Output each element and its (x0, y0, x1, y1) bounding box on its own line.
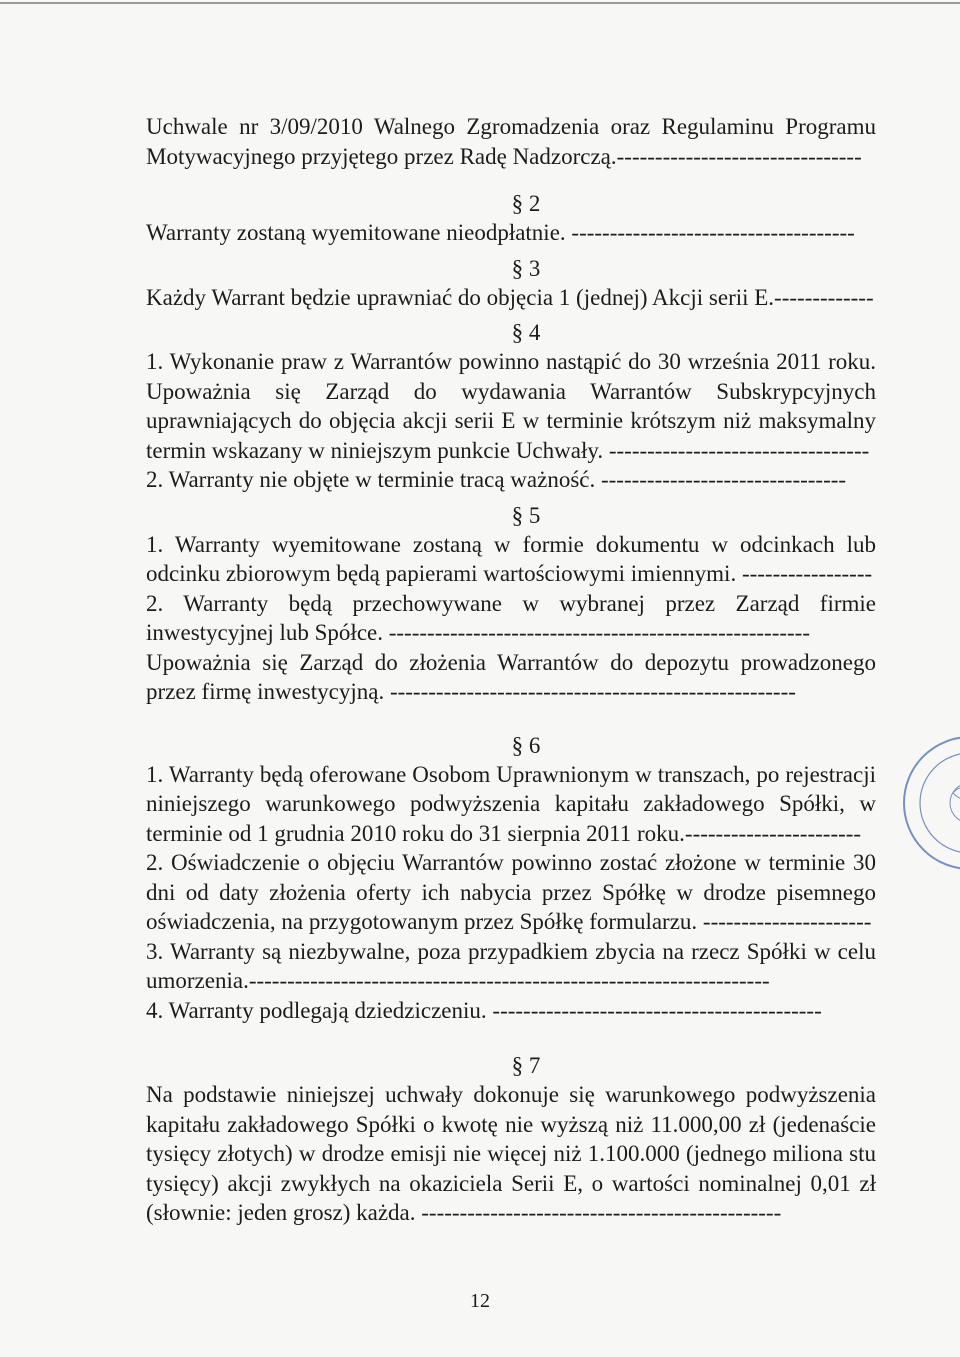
section-heading-3: § 3 (511, 255, 541, 281)
section-4-paragraph-2: 2. Warranty nie objęte w terminie tracą ważność. -------------------------------- (146, 467, 847, 492)
section-6-paragraph-4: 4. Warranty podlegają dziedziczeniu. ------------------------------------------- (146, 997, 822, 1023)
document-page (146, 112, 876, 1228)
scan-edge-line (0, 2, 960, 4)
section-4-paragraph-1: 1. Wykonanie praw z Warrantów powinno nastąpić do 30 września 2011 roku. Upoważnia się Zarząd do wydawania Warrantów Subskrypcyjnych uprawniających do objęcia akcji serii E w terminie krótszym niż maksymalny termin wskazany w niniejszym punkcie Uchwały. ---------------------------------- (146, 349, 876, 463)
page-number: 12 (470, 1290, 490, 1312)
intro-paragraph: Uchwale nr 3/09/2010 Walnego Zgromadzenia oraz Regulaminu Programu Motywacyjnego przyjętego przez Radę Nadzorczą.-------------------------------- (146, 114, 876, 169)
round-stamp-fragment (898, 718, 960, 893)
section-7-paragraph: Na podstawie niniejszej uchwały dokonuje się warunkowego podwyższenia kapitału zakładowego Spółki o kwotę nie wyższą niż 11.000,00 zł (jedenaście tysięcy złotych) w drodze emisji nie więcej niż 1.100.000 (jednego miliona stu tysięcy) akcji zwykłych na okaziciela Serii E, o wartości nominalnej 0,01 zł (słownie: jeden grosz) każda. ----------------------------------------------- (146, 1082, 876, 1225)
section-heading-7: § 7 (511, 1053, 541, 1078)
section-5-paragraph-2: 2. Warranty będą przechowywane w wybranej przez Zarząd firmie inwestycyjnej lub Spółce. ------------------------------------------------------- (146, 590, 876, 645)
section-5-paragraph-3: Upoważnia się Zarząd do złożenia Warrantów do depozytu prowadzonego przez firmę inwestycyjną. ----------------------------------------------------- (146, 649, 876, 704)
section-heading-2: § 2 (511, 191, 541, 216)
section-heading-6: § 6 (511, 732, 541, 758)
section-3-paragraph: Każdy Warrant będzie uprawniać do objęcia 1 (jednej) Akcji serii E.------------- (146, 284, 874, 310)
section-5-paragraph-1: 1. Warranty wyemitowane zostaną w formie dokumentu w odcinkach lub odcinku zbiorowym będą papierami wartościowymi imiennymi. ----------------- (146, 531, 876, 586)
section-6-paragraph-2: 2. Oświadczenie o objęciu Warrantów powinno zostać złożone w terminie 30 dni od daty złożenia oferty ich nabycia przez Spółkę w drodze pisemnego oświadczenia, na przygotowanym przez Spółkę formularzu. ---------------------- (146, 850, 876, 934)
section-heading-5: § 5 (511, 502, 541, 528)
section-6-paragraph-3: 3. Warranty są niezbywalne, poza przypadkiem zbycia na rzecz Spółki w celu umorzenia.-------------------------------------------------------------------- (146, 938, 876, 993)
section-heading-4: § 4 (511, 320, 541, 345)
section-2-paragraph: Warranty zostaną wyemitowane nieodpłatnie. ------------------------------------- (146, 220, 855, 245)
section-6-paragraph-1: 1. Warranty będą oferowane Osobom Uprawnionym w transzach, po rejestracji niniejszego warunkowego podwyższenia kapitału zakładowego Spółki, w terminie od 1 grudnia 2010 roku do 31 sierpnia 2011 roku.----------------------- (146, 761, 876, 846)
